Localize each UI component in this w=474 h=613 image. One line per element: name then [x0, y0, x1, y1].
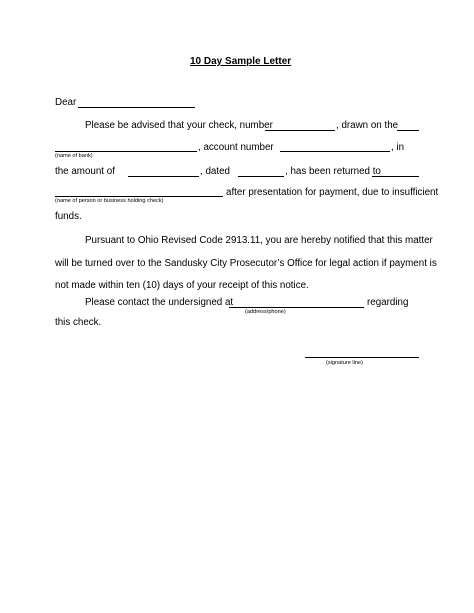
bank-name-blank[interactable] [55, 151, 197, 152]
p1-line3-mid: , dated [200, 166, 230, 177]
check-number-blank[interactable] [265, 130, 335, 131]
address-phone-caption: (address/phone) [245, 309, 286, 315]
p3-line1-end: regarding [367, 297, 409, 308]
salutation: Dear [55, 97, 77, 108]
p2-line2: will be turned over to the Sandusky City Prosecutor’s Office for legal action if payment is [55, 258, 437, 269]
p3-line2: this check. [55, 317, 102, 328]
address-phone-blank[interactable] [229, 307, 364, 308]
p1-line5: funds. [55, 211, 82, 222]
returned-to-blank-start[interactable] [372, 176, 419, 177]
p2-line3: not made within ten (10) days of your receipt of this notice. [55, 280, 309, 291]
recipient-name-blank[interactable] [78, 107, 195, 108]
bank-name-blank-start[interactable] [397, 130, 419, 131]
date-blank[interactable] [238, 176, 284, 177]
letter-title: 10 Day Sample Letter [190, 56, 292, 67]
signature-line[interactable] [305, 357, 419, 358]
bank-name-caption: (name of bank) [55, 153, 93, 159]
p1-line3-end: , has been returned to [285, 166, 381, 177]
p3-line1-start: Please contact the undersigned at [85, 297, 234, 308]
p2-line1: Pursuant to Ohio Revised Code 2913.11, you are hereby notified that this matter [85, 235, 433, 246]
check-holder-caption: (name of person or business holding check) [55, 198, 164, 204]
p1-line4-end: after presentation for payment, due to insufficient [226, 187, 439, 198]
p1-line1-end: , drawn on the [336, 120, 399, 131]
signature-caption: (signature line) [326, 360, 363, 366]
p1-line1-text: Please be advised that your check, number [85, 120, 273, 131]
account-number-blank[interactable] [280, 151, 390, 152]
p1-line3-start: the amount of [55, 166, 115, 177]
amount-blank[interactable] [128, 176, 199, 177]
p1-line2-mid: , account number [198, 142, 274, 153]
p1-line2-end: , in [391, 142, 405, 153]
check-holder-blank[interactable] [55, 196, 223, 197]
